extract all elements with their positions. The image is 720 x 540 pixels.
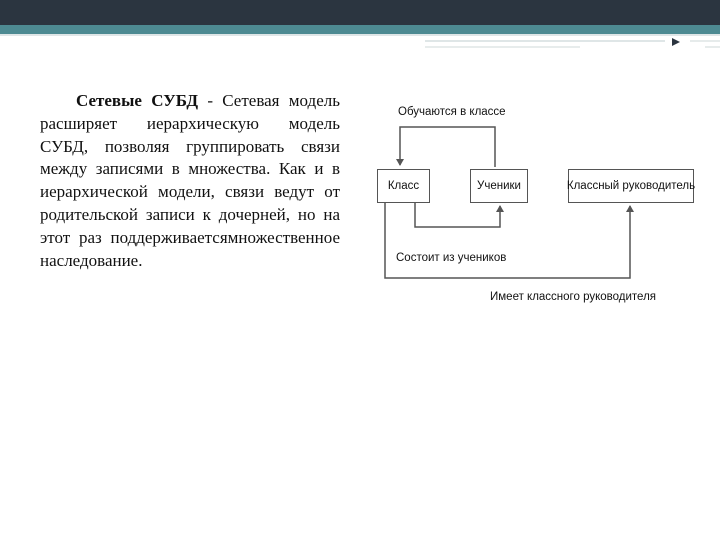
header-accent-bar <box>0 25 720 34</box>
edge-label-sostoit: Состоит из учеников <box>396 252 507 264</box>
header-rule-short <box>425 40 665 42</box>
node-rukovoditel: Классный руководитель <box>568 169 694 203</box>
header-rule-right <box>690 40 720 42</box>
term-dash: - <box>198 91 223 110</box>
edge-label-obuchayutsya: Обучаются в классе <box>398 106 506 118</box>
header-bar <box>0 0 720 25</box>
edge-obuchayutsya-line <box>400 127 495 167</box>
term-definition: Сетевая модель расширяет иерархическую модель СУБД, позволяя группировать связи между записями в множества. Как и в иерархической модели, связи ведут от родительской записи к дочерней, но на этот раз поддерживаетсямножественное наследование. <box>40 91 340 270</box>
header-rule-shorter <box>425 46 580 48</box>
term-title: Сетевые СУБД <box>76 91 199 110</box>
edge-label-imeet: Имеет классного руководителя <box>490 291 657 303</box>
edge-sostoit-line <box>415 203 500 227</box>
header-rule <box>0 34 720 36</box>
node-ucheniki: Ученики <box>470 169 528 203</box>
edge-imeet-line <box>385 203 630 278</box>
slide-body-text <box>40 90 340 272</box>
network-model-diagram <box>370 95 696 310</box>
triangle-marker-icon <box>672 38 680 46</box>
node-klass: Класс <box>377 169 430 203</box>
header-rule-right-short <box>705 46 720 48</box>
